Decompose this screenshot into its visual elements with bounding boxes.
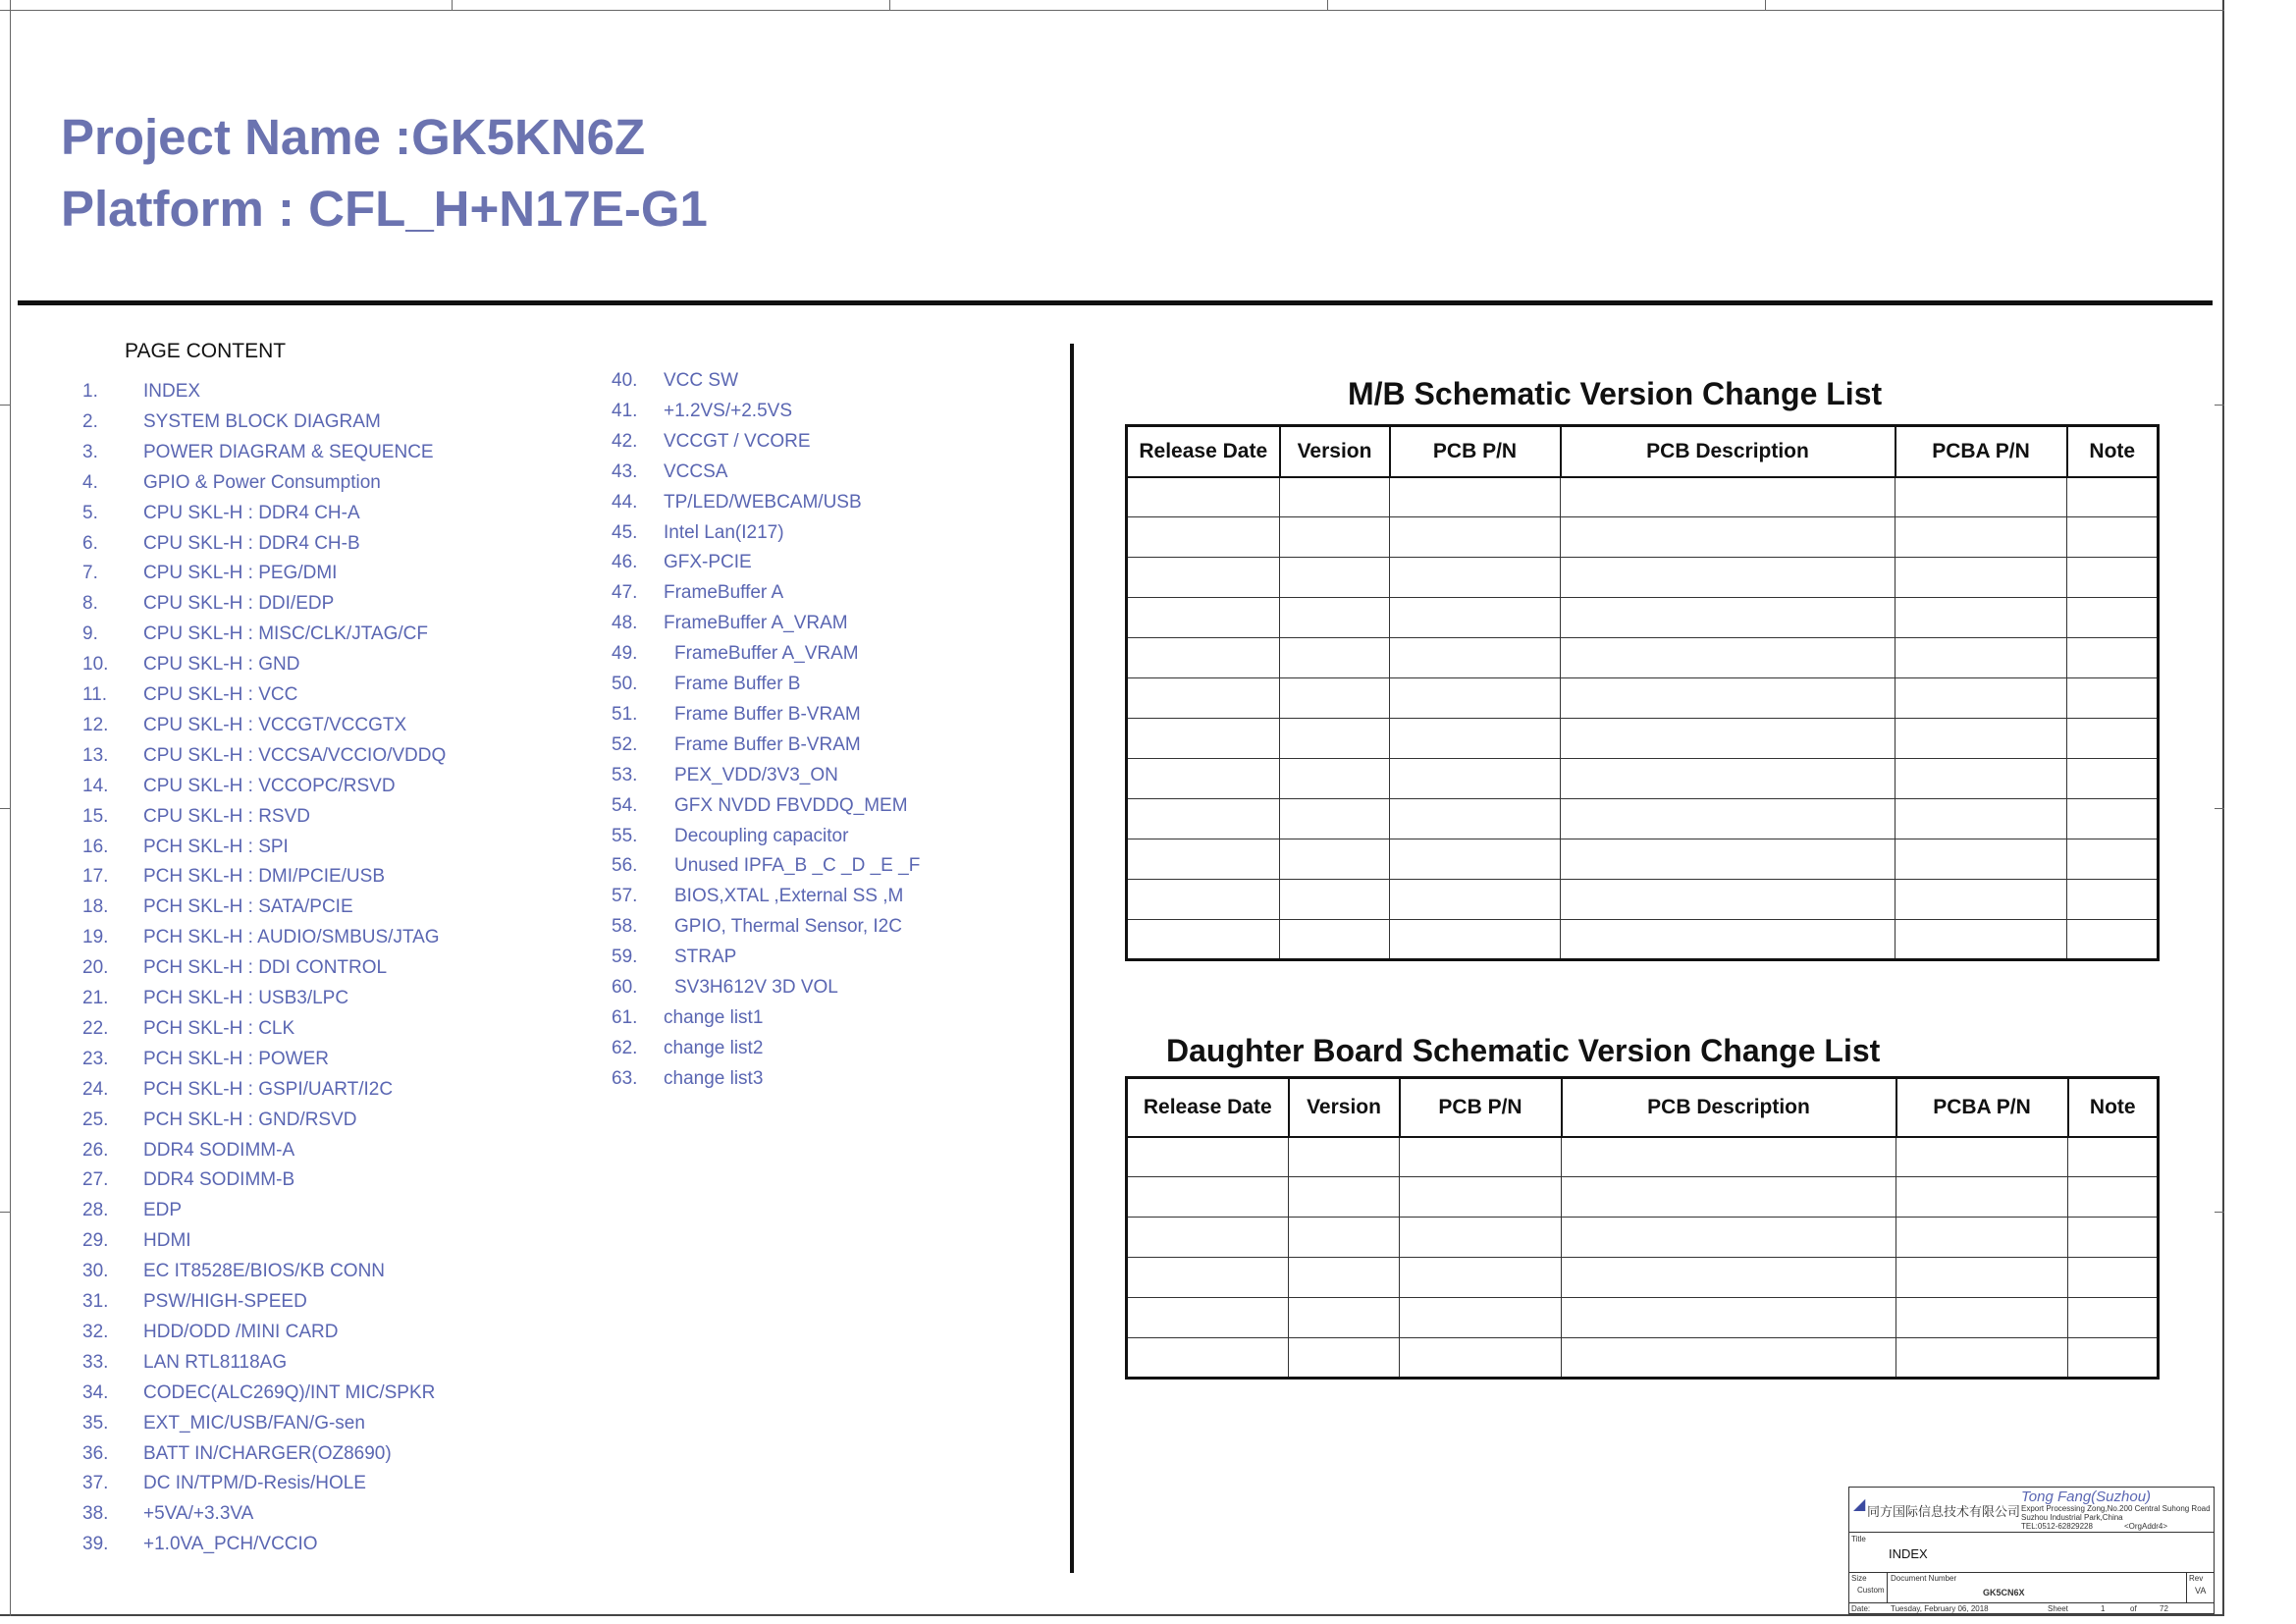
table-cell	[1390, 678, 1561, 719]
toc-item-title: change list1	[664, 1006, 764, 1028]
table-row	[1127, 1338, 2159, 1379]
toc-item-number: 22.	[82, 1017, 109, 1039]
toc-item-number: 7.	[82, 563, 98, 584]
sheet-label: Sheet	[2048, 1604, 2068, 1613]
toc-item-title: CPU SKL-H : RSVD	[143, 805, 310, 827]
toc-item-number: 57.	[612, 886, 638, 907]
table-cell	[1400, 1338, 1562, 1379]
table-cell	[1127, 880, 1280, 920]
col-note: Note	[2067, 426, 2159, 477]
col-version: Version	[1280, 426, 1390, 477]
col-pcb-description: PCB Description	[1561, 426, 1896, 477]
toc-item-title: PCH SKL-H : DDI CONTROL	[143, 957, 388, 979]
table-cell	[1561, 598, 1896, 638]
toc-item-number: 16.	[82, 836, 109, 857]
of-label: of	[2130, 1604, 2137, 1613]
table-cell	[1896, 477, 2067, 517]
toc-item-number: 2.	[82, 410, 98, 432]
mb-table-title: M/B Schematic Version Change List	[1348, 376, 1883, 411]
toc-item-number: 47.	[612, 582, 638, 604]
platform-name: Platform : CFL_H+N17E-G1	[61, 181, 708, 237]
toc-item-number: 19.	[82, 927, 109, 948]
table-cell	[2068, 1258, 2159, 1298]
toc-item-title: STRAP	[674, 947, 737, 968]
toc-item-number: 36.	[82, 1442, 109, 1464]
table-cell	[1400, 1298, 1562, 1338]
toc-item-title: CPU SKL-H : DDI/EDP	[143, 593, 335, 615]
table-cell	[1896, 1298, 2068, 1338]
table-cell	[1561, 638, 1896, 678]
table-row	[1127, 678, 2159, 719]
table-row	[1127, 839, 2159, 880]
table-row	[1127, 1298, 2159, 1338]
toc-item-number: 25.	[82, 1109, 109, 1130]
table-cell	[1896, 678, 2067, 719]
table-cell	[1127, 839, 1280, 880]
toc-item-number: 31.	[82, 1291, 109, 1312]
table-cell	[1390, 517, 1561, 558]
toc-item-title: DC IN/TPM/D-Resis/HOLE	[143, 1473, 366, 1494]
table-cell	[1289, 1218, 1400, 1258]
toc-item-number: 50.	[612, 674, 638, 694]
table-cell	[2067, 678, 2159, 719]
toc-item-title: PSW/HIGH-SPEED	[143, 1291, 307, 1312]
document-number-label: Document Number	[1891, 1574, 1957, 1583]
table-cell	[1390, 799, 1561, 839]
toc-item-number: 11.	[82, 684, 108, 705]
toc-item-number: 45.	[612, 521, 638, 543]
table-cell	[1896, 799, 2067, 839]
table-cell	[1289, 1338, 1400, 1379]
project-name: Project Name :GK5KN6Z	[61, 109, 646, 165]
table-cell	[1289, 1137, 1400, 1177]
table-cell	[1896, 1218, 2068, 1258]
toc-item-number: 41.	[612, 400, 638, 421]
table-cell	[2067, 477, 2159, 517]
company-tel: TEL:0512-62829228	[2021, 1522, 2093, 1531]
toc-item-title: change list3	[664, 1067, 764, 1089]
rev-label: Rev	[2189, 1574, 2204, 1583]
table-cell	[1896, 880, 2067, 920]
toc-item-title: CPU SKL-H : PEG/DMI	[143, 563, 338, 584]
table-cell	[1280, 719, 1390, 759]
toc-item-number: 14.	[82, 775, 109, 796]
toc-item-title: PEX_VDD/3V3_ON	[674, 764, 838, 785]
toc-item-title: change list2	[664, 1037, 764, 1058]
col-version: Version	[1289, 1078, 1400, 1137]
table-row	[1127, 880, 2159, 920]
toc-item-number: 43.	[612, 460, 638, 482]
toc-item-title: SV3H612V 3D VOL	[674, 977, 838, 998]
table-cell	[2067, 880, 2159, 920]
table-cell	[2068, 1218, 2159, 1258]
table-cell	[1280, 517, 1390, 558]
toc-item-title: Frame Buffer B	[674, 674, 801, 694]
toc-item-title: INDEX	[143, 381, 201, 402]
mb-version-table	[1125, 424, 2160, 961]
table-cell	[2067, 799, 2159, 839]
table-cell	[1561, 920, 1896, 960]
col-pcba-pn: PCBA P/N	[1896, 426, 2067, 477]
toc-item-title: PCH SKL-H : AUDIO/SMBUS/JTAG	[143, 927, 440, 948]
table-cell	[2068, 1177, 2159, 1218]
table-cell	[1127, 517, 1280, 558]
table-cell	[1561, 839, 1896, 880]
toc-item-title: Decoupling capacitor	[674, 825, 849, 846]
toc-item-title: Frame Buffer B-VRAM	[674, 733, 861, 755]
toc-item-number: 62.	[612, 1037, 638, 1058]
col-pcba-pn: PCBA P/N	[1896, 1078, 2068, 1137]
toc-item-number: 33.	[82, 1351, 109, 1373]
table-cell	[1896, 839, 2067, 880]
top-ruler	[0, 0, 2224, 11]
toc-item-title: GPIO, Thermal Sensor, I2C	[674, 916, 902, 938]
toc-item-number: 46.	[612, 552, 638, 573]
size-label: Size	[1851, 1574, 1867, 1583]
table-cell	[1562, 1338, 1896, 1379]
table-cell	[1390, 719, 1561, 759]
table-cell	[1562, 1258, 1896, 1298]
toc-item-title: DDR4 SODIMM-A	[143, 1139, 295, 1161]
table-cell	[1280, 678, 1390, 719]
table-cell	[1896, 759, 2067, 799]
company-address-1: Export Processing Zong,No.200 Central Suhong Road	[2021, 1504, 2211, 1513]
toc-item-title: EDP	[143, 1200, 183, 1221]
toc-item-number: 42.	[612, 430, 638, 452]
table-cell	[1289, 1298, 1400, 1338]
org-address: <OrgAddr4>	[2124, 1522, 2168, 1531]
toc-item-number: 10.	[82, 654, 109, 676]
table-cell	[1127, 759, 1280, 799]
of-value: 72	[2160, 1604, 2168, 1613]
table-cell	[1127, 558, 1280, 598]
toc-item-title: VCC SW	[664, 370, 738, 391]
table-cell	[1127, 920, 1280, 960]
toc-item-number: 6.	[82, 532, 98, 554]
toc-item-title: CODEC(ALC269Q)/INT MIC/SPKR	[143, 1381, 436, 1403]
date-label: Date:	[1851, 1604, 1871, 1613]
col-pcb-pn: PCB P/N	[1390, 426, 1561, 477]
table-cell	[2067, 598, 2159, 638]
toc-item-title: BIOS,XTAL ,External SS ,M	[674, 886, 904, 907]
table-cell	[1127, 1258, 1289, 1298]
toc-item-number: 8.	[82, 593, 98, 615]
toc-item-number: 23.	[82, 1048, 109, 1069]
toc-item-title: PCH SKL-H : POWER	[143, 1048, 329, 1069]
toc-item-number: 44.	[612, 491, 638, 513]
table-cell	[1561, 880, 1896, 920]
toc-item-number: 39.	[82, 1534, 109, 1555]
rev-value: VA	[2195, 1586, 2207, 1596]
size-value: Custom	[1857, 1586, 1885, 1595]
header-divider	[18, 300, 2213, 305]
toc-item-title: FrameBuffer A_VRAM	[664, 613, 848, 634]
toc-item-title: LAN RTL8118AG	[143, 1351, 288, 1373]
toc-item-title: POWER DIAGRAM & SEQUENCE	[143, 441, 434, 462]
table-cell	[1561, 678, 1896, 719]
toc-item-title: +5VA/+3.3VA	[143, 1503, 254, 1525]
toc-item-number: 9.	[82, 623, 98, 645]
table-cell	[2067, 638, 2159, 678]
table-cell	[1562, 1218, 1896, 1258]
table-cell	[1561, 558, 1896, 598]
table-cell	[1127, 1338, 1289, 1379]
table-cell	[2068, 1137, 2159, 1177]
table-row	[1127, 517, 2159, 558]
db-table-title: Daughter Board Schematic Version Change List	[1166, 1033, 1881, 1068]
table-cell	[1127, 1218, 1289, 1258]
table-cell	[1400, 1218, 1562, 1258]
table-cell	[1390, 920, 1561, 960]
toc-item-number: 53.	[612, 764, 638, 785]
toc-item-title: CPU SKL-H : VCCGT/VCCGTX	[143, 714, 407, 735]
toc-item-title: PCH SKL-H : SPI	[143, 836, 289, 857]
toc-item-number: 24.	[82, 1078, 109, 1100]
table-cell	[1390, 558, 1561, 598]
toc-item-number: 34.	[82, 1381, 109, 1403]
toc-item-title: TP/LED/WEBCAM/USB	[664, 491, 862, 513]
table-cell	[1280, 477, 1390, 517]
toc-item-number: 60.	[612, 977, 638, 998]
toc-item-title: CPU SKL-H : VCCSA/VCCIO/VDDQ	[143, 744, 447, 766]
toc-item-title: FrameBuffer A_VRAM	[674, 643, 859, 665]
table-cell	[1390, 598, 1561, 638]
table-cell	[1127, 799, 1280, 839]
toc-item-number: 51.	[612, 703, 638, 725]
table-cell	[1127, 1177, 1289, 1218]
toc-item-title: BATT IN/CHARGER(OZ8690)	[143, 1442, 392, 1464]
table-cell	[2067, 920, 2159, 960]
col-release-date: Release Date	[1127, 1078, 1289, 1137]
date-value: Tuesday, February 06, 2018	[1891, 1604, 1989, 1613]
toc-item-title: EC IT8528E/BIOS/KB CONN	[143, 1261, 386, 1282]
table-cell	[1896, 1137, 2068, 1177]
col-pcb-pn: PCB P/N	[1400, 1078, 1562, 1137]
toc-item-title: PCH SKL-H : CLK	[143, 1017, 295, 1039]
toc-item-number: 58.	[612, 916, 638, 938]
table-cell	[1390, 477, 1561, 517]
table-cell	[1896, 1338, 2068, 1379]
toc-item-number: 54.	[612, 794, 638, 816]
table-cell	[2068, 1298, 2159, 1338]
toc-item-title: FrameBuffer A	[664, 582, 784, 604]
toc-item-number: 5.	[82, 502, 98, 523]
col-release-date: Release Date	[1127, 426, 1280, 477]
table-cell	[1400, 1177, 1562, 1218]
table-row	[1127, 1218, 2159, 1258]
toc-item-number: 3.	[82, 441, 98, 462]
table-cell	[1280, 920, 1390, 960]
toc-item-title: Frame Buffer B-VRAM	[674, 703, 861, 725]
table-cell	[1562, 1137, 1896, 1177]
document-number: GK5CN6X	[1983, 1588, 2025, 1597]
toc-item-number: 52.	[612, 733, 638, 755]
table-cell	[1390, 638, 1561, 678]
table-cell	[1896, 517, 2067, 558]
company-name-en: Tong Fang(Suzhou)	[2021, 1489, 2152, 1505]
toc-item-number: 59.	[612, 947, 638, 968]
toc-item-number: 55.	[612, 825, 638, 846]
toc-item-title: CPU SKL-H : VCC	[143, 684, 298, 705]
toc-item-number: 48.	[612, 613, 638, 634]
table-cell	[1896, 1258, 2068, 1298]
table-cell	[1562, 1298, 1896, 1338]
sheet-title: INDEX	[1889, 1546, 1928, 1561]
toc-item-number: 20.	[82, 957, 109, 979]
toc-item-number: 56.	[612, 855, 638, 877]
table-cell	[1896, 1177, 2068, 1218]
table-cell	[1390, 880, 1561, 920]
table-cell	[1561, 517, 1896, 558]
table-row	[1127, 1137, 2159, 1177]
toc-item-title: CPU SKL-H : MISC/CLK/JTAG/CF	[143, 623, 428, 645]
col-note: Note	[2068, 1078, 2159, 1137]
toc-item-number: 40.	[612, 370, 638, 391]
col-pcb-description: PCB Description	[1562, 1078, 1896, 1137]
toc-item-title: +1.2VS/+2.5VS	[664, 400, 792, 421]
toc-item-number: 38.	[82, 1503, 109, 1525]
table-cell	[1127, 477, 1280, 517]
table-row	[1127, 719, 2159, 759]
table-cell	[2067, 759, 2159, 799]
table-cell	[2067, 517, 2159, 558]
company-name-cn: 同方国际信息技术有限公司	[1867, 1504, 2021, 1519]
table-cell	[1127, 1137, 1289, 1177]
table-cell	[1280, 759, 1390, 799]
table-cell	[1400, 1258, 1562, 1298]
title-block	[1848, 1487, 2215, 1614]
toc-item-number: 1.	[82, 381, 98, 402]
table-cell	[1390, 839, 1561, 880]
toc-item-title: GPIO & Power Consumption	[143, 471, 381, 493]
toc-item-number: 63.	[612, 1067, 638, 1089]
table-cell	[1280, 558, 1390, 598]
table-cell	[1127, 638, 1280, 678]
toc-heading: PAGE CONTENT	[125, 340, 287, 362]
toc-item-title: PCH SKL-H : GSPI/UART/I2C	[143, 1078, 394, 1100]
toc-item-number: 37.	[82, 1473, 109, 1494]
table-row	[1127, 558, 2159, 598]
table-cell	[1280, 638, 1390, 678]
sheet-value: 1	[2101, 1604, 2106, 1613]
toc-item-title: PCH SKL-H : DMI/PCIE/USB	[143, 866, 385, 888]
toc-item-title: GFX-PCIE	[664, 552, 752, 573]
table-row	[1127, 638, 2159, 678]
table-cell	[1896, 638, 2067, 678]
table-cell	[1280, 799, 1390, 839]
toc-item-number: 35.	[82, 1412, 109, 1434]
table-cell	[1400, 1137, 1562, 1177]
toc-item-number: 27.	[82, 1169, 109, 1191]
toc-item-number: 61.	[612, 1006, 638, 1028]
table-row	[1127, 598, 2159, 638]
toc-item-title: PCH SKL-H : USB3/LPC	[143, 988, 349, 1008]
db-version-table	[1125, 1076, 2160, 1380]
table-cell	[2067, 839, 2159, 880]
toc-item-number: 21.	[82, 988, 109, 1008]
table-cell	[1896, 558, 2067, 598]
toc-item-title: VCCSA	[664, 460, 728, 482]
toc-item-number: 30.	[82, 1261, 109, 1282]
table-row	[1127, 799, 2159, 839]
company-address-2: Suzhou Industrial Park,China	[2021, 1513, 2123, 1522]
table-cell	[1127, 598, 1280, 638]
table-cell	[1289, 1258, 1400, 1298]
table-cell	[1561, 759, 1896, 799]
table-row	[1127, 920, 2159, 960]
toc-item-title: CPU SKL-H : GND	[143, 654, 300, 676]
toc-item-number: 18.	[82, 896, 109, 918]
table-cell	[1561, 477, 1896, 517]
toc-item-title: CPU SKL-H : DDR4 CH-A	[143, 502, 360, 523]
toc-item-title: SYSTEM BLOCK DIAGRAM	[143, 410, 381, 432]
toc-item-title: Unused IPFA_B _C _D _E _F	[674, 855, 921, 877]
toc-item-title: CPU SKL-H : DDR4 CH-B	[143, 532, 360, 554]
toc-item-number: 4.	[82, 471, 98, 493]
left-ruler	[0, 0, 11, 1616]
toc-item-number: 29.	[82, 1230, 109, 1252]
table-cell	[1127, 1298, 1289, 1338]
table-cell	[1280, 839, 1390, 880]
toc-item-title: HDD/ODD /MINI CARD	[143, 1321, 339, 1342]
toc-item-number: 15.	[82, 805, 109, 827]
toc-item-title: CPU SKL-H : VCCOPC/RSVD	[143, 775, 396, 796]
table-cell	[1390, 759, 1561, 799]
toc-item-title: HDMI	[143, 1230, 191, 1252]
table-cell	[1127, 719, 1280, 759]
company-logo-icon: ◢	[1853, 1496, 1866, 1513]
table-cell	[1896, 598, 2067, 638]
toc-item-number: 17.	[82, 866, 109, 888]
table-cell	[2068, 1338, 2159, 1379]
toc-item-title: EXT_MIC/USB/FAN/G-sen	[143, 1412, 365, 1434]
toc-item-number: 32.	[82, 1321, 109, 1342]
vertical-divider	[1070, 344, 1074, 1573]
table-cell	[1561, 719, 1896, 759]
title-label: Title	[1851, 1535, 1866, 1543]
toc-item-title: PCH SKL-H : GND/RSVD	[143, 1109, 357, 1130]
table-cell	[1896, 719, 2067, 759]
table-row	[1127, 1258, 2159, 1298]
table-cell	[1896, 920, 2067, 960]
table-row	[1127, 1177, 2159, 1218]
toc-item-title: VCCGT / VCORE	[664, 430, 811, 452]
toc-item-title: GFX NVDD FBVDDQ_MEM	[674, 794, 908, 816]
table-cell	[2067, 558, 2159, 598]
toc-item-number: 26.	[82, 1139, 109, 1161]
toc-item-title: DDR4 SODIMM-B	[143, 1169, 295, 1191]
toc-item-title: PCH SKL-H : SATA/PCIE	[143, 896, 353, 918]
toc-item-number: 13.	[82, 744, 109, 766]
table-cell	[1561, 799, 1896, 839]
toc-item-title: +1.0VA_PCH/VCCIO	[143, 1534, 318, 1555]
table-cell	[1289, 1177, 1400, 1218]
table-cell	[1127, 678, 1280, 719]
toc-item-number: 49.	[612, 643, 638, 665]
table-row	[1127, 477, 2159, 517]
table-cell	[2067, 719, 2159, 759]
toc-item-title: Intel Lan(I217)	[664, 521, 784, 543]
table-row	[1127, 759, 2159, 799]
table-cell	[1280, 880, 1390, 920]
toc-item-number: 28.	[82, 1200, 109, 1221]
table-cell	[1562, 1177, 1896, 1218]
toc-item-number: 12.	[82, 714, 109, 735]
table-cell	[1280, 598, 1390, 638]
